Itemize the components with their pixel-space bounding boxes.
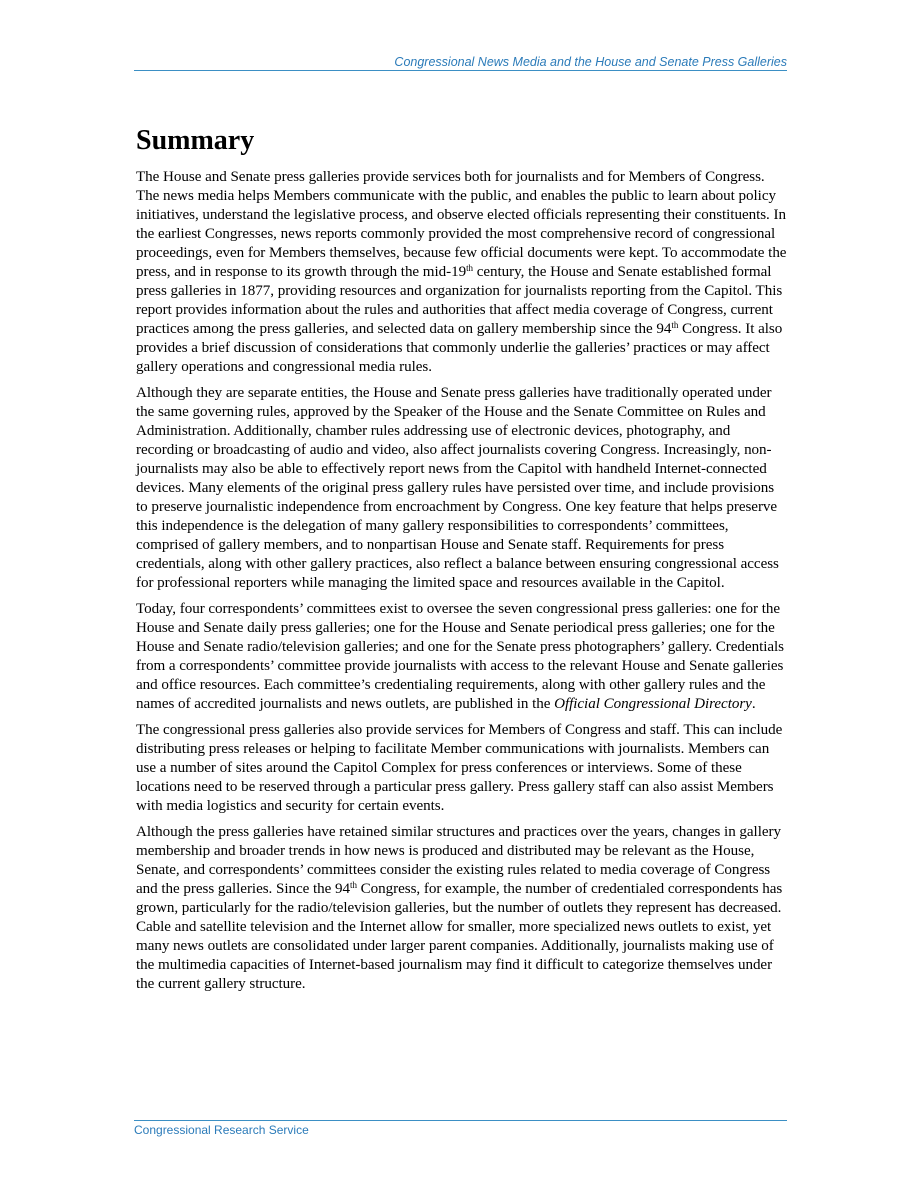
page-footer bbox=[134, 1120, 787, 1137]
ordinal-superscript: th bbox=[671, 320, 679, 330]
summary-paragraph-1 bbox=[136, 168, 788, 377]
ordinal-superscript: th bbox=[350, 880, 357, 890]
running-header bbox=[134, 54, 787, 71]
directory-title-italic: Official Congressional Directory bbox=[554, 696, 752, 712]
paragraph-3-text-a: Today, four correspondents’ committees exist to oversee the seven congressional press galleries: one for the House and Senate daily press galleries; one for the House and Senate periodical press galleries; one for the House and Senate radio/television galleries; and one for the Senate press photographers’ gallery. Credentials from a correspondents’ committee provide journalists with access to the relevant House and Senate galleries and office resources. Each committee’s credentialing requirements, along with other gallery rules and the names of accredited journalists and news outlets, are published in the bbox=[136, 601, 784, 712]
paragraph-1-text-a: The House and Senate press galleries provide services both for journalists and for Members of Congress. The news media helps Members communicate with the public, and enables the public to learn about policy initiatives, understand the legislative process, and observe elected officials representing their constituents. In the earliest Congresses, news reports commonly provided the most comprehensive record of congressional proceedings, even for Members themselves, because few official documents were kept. To accommodate the press, and in response to its growth through the mid-19 bbox=[136, 169, 787, 280]
footer-organization: Congressional Research Service bbox=[134, 1123, 309, 1137]
summary-paragraph-5 bbox=[136, 823, 788, 994]
summary-paragraph-4: The congressional press galleries also provide services for Members of Congress and staff. This can include distributing press releases or helping to facilitate Member communications with journalists. Members can use a number of sites around the Capitol Complex for press conferences or interviews. Some of these locations need to be reserved through a particular press gallery. Press gallery staff can also assist Members with media logistics and security for certain events. bbox=[136, 722, 783, 814]
summary-paragraph-3 bbox=[136, 600, 788, 714]
ordinal-superscript: th bbox=[466, 263, 474, 273]
summary-paragraph-2: Although they are separate entities, the House and Senate press galleries have traditionally operated under the same governing rules, approved by the Speaker of the House and the Senate Committee on Rules and Administration. Additionally, chamber rules addressing use of electronic devices, photography, and recording or broadcasting of audio and video, also affect journalists covering Congress. Increasingly, non-journalists may also be able to effectively report news from the Capitol with handheld Internet-connected devices. Many elements of the original press gallery rules have persisted over time, and include provisions to preserve journalistic independence from encroachment by Congress. One key feature that helps preserve this independence is the delegation of many gallery responsibilities to correspondents’ committees, comprised of gallery members, and to nonpartisan House and Senate staff. Requirements for press credentials, along with other gallery practices, also reflect a balance between ensuring congressional access for professional reporters while managing the limited space and resources available in the Capitol. bbox=[136, 385, 779, 591]
paragraph-3-text-b: . bbox=[751, 696, 756, 712]
paragraph-5-text-b: Congress, for example, the number of credentialed correspondents has grown, particularly for the radio/television galleries, but the number of outlets they represent has decreased. Cable and satellite television and the Internet allow for smaller, more specialized news outlets to exist, yet many news outlets are consolidated under larger parent companies. Additionally, journalists making use of the multimedia capacities of Internet-based journalism may find it difficult to categorize themselves under the current gallery structure. bbox=[136, 881, 783, 992]
running-header-title: Congressional News Media and the House and Senate Press Galleries bbox=[394, 55, 787, 69]
paragraph-5-text-a: Although the press galleries have retained similar structures and practices over the years, changes in gallery membership and broader trends in how news is produced and distributed may be relevant as the House, Senate, and correspondents’ committees consider the existing rules related to media coverage of Congress and the press galleries. Since the 94 bbox=[136, 824, 781, 897]
section-title: Summary bbox=[136, 125, 255, 156]
document-body bbox=[136, 124, 788, 1001]
paragraph-1-text-c: Congress. It also provides a brief discussion of considerations that commonly underlie the galleries’ practices or may affect gallery operations and congressional media rules. bbox=[136, 321, 783, 375]
paragraph-1-text-b: century, the House and Senate established formal press galleries in 1877, providing resources and organization for journalists reporting from the Capitol. This report provides information about the rules and authorities that affect media coverage of Congress, current practices among the press galleries, and selected data on gallery membership since the 94 bbox=[136, 264, 783, 337]
